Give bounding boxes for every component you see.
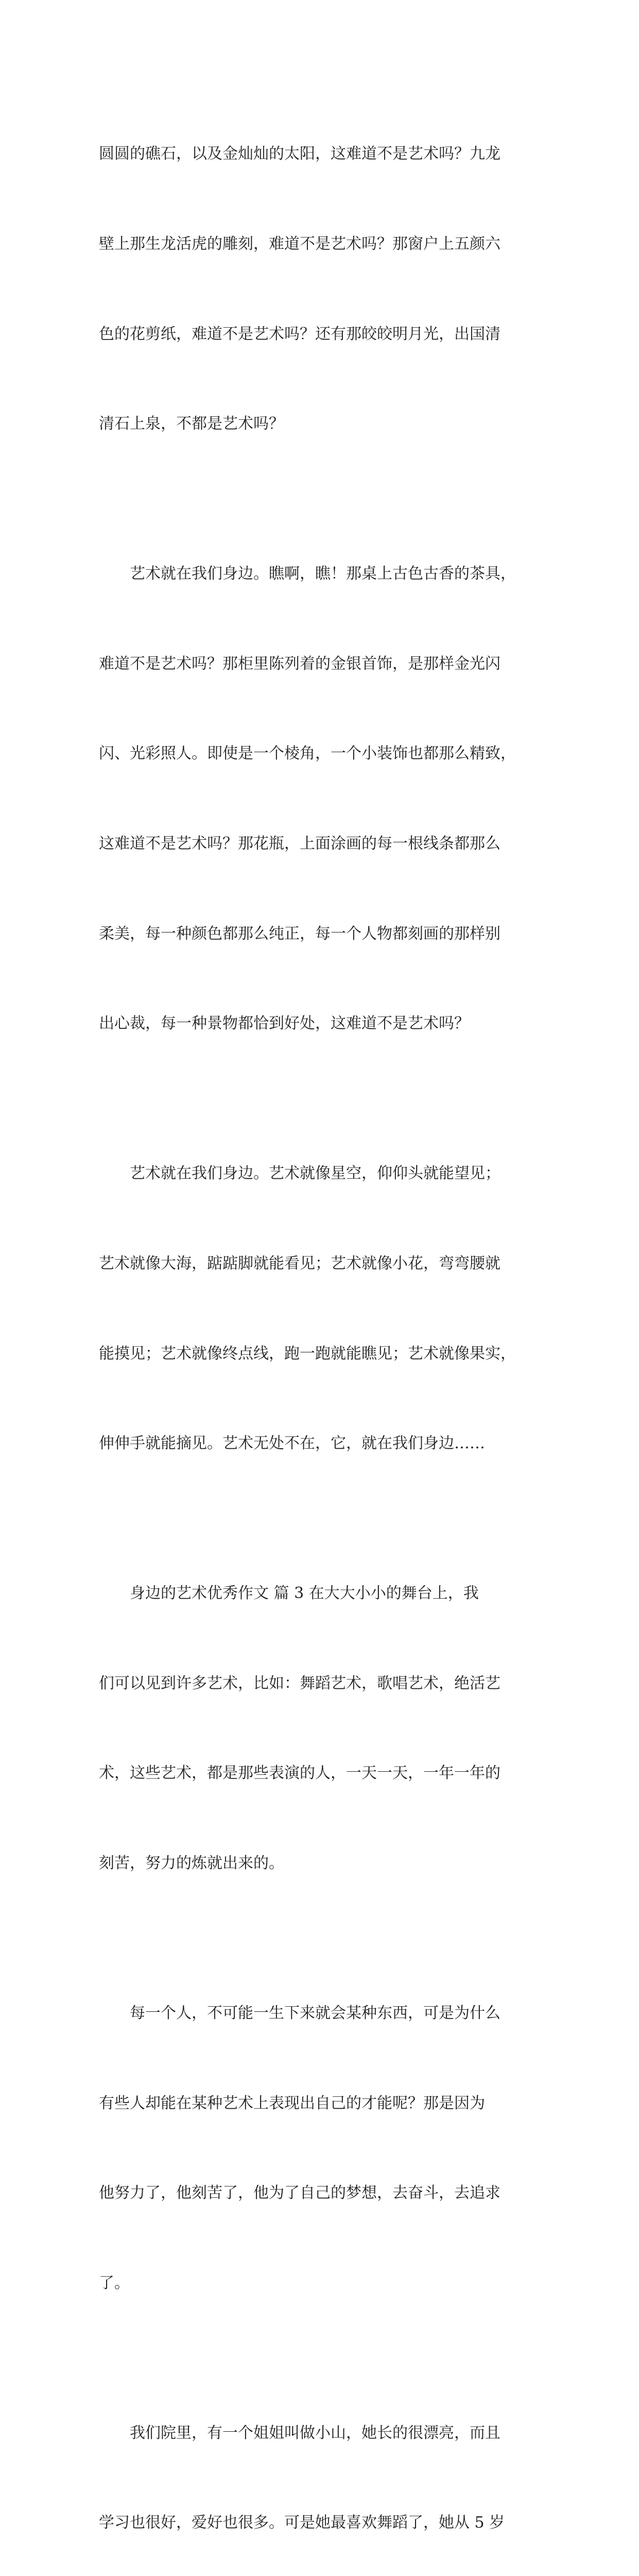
text-line: 刻苦，努力的炼就出来的。 [99, 1854, 284, 1872]
text-line: 能摸见；艺术就像终点线，跑一跑就能瞧见；艺术就像果实， [99, 1344, 516, 1363]
text-line: 艺术就在我们身边。瞧啊，瞧！那桌上古色古香的茶具， [130, 565, 516, 583]
text-line: 色的花剪纸，难道不是艺术吗？还有那皎皎明月光，出国清 [99, 325, 500, 343]
text-line: 伸伸手就能摘见。艺术无处不在，它，就在我们身边…… [99, 1434, 485, 1453]
paragraph-2 [99, 499, 543, 1099]
text-line: 术，这些艺术，都是那些表演的人，一天一天，一年一年的 [99, 1764, 500, 1783]
text-line: 清石上泉，不都是艺术吗？ [99, 415, 284, 433]
text-line: 艺术就在我们身边。艺术就像星空，仰仰头就能望见； [130, 1164, 500, 1183]
text-line: 这难道不是艺术吗？那花瓶，上面涂画的每一根线条都那么 [99, 835, 500, 853]
text-line: 圆圆的礁石，以及金灿灿的太阳，这难道不是艺术吗？九龙 [99, 145, 500, 163]
text-line: 壁上那生龙活虎的雕刻，难道不是艺术吗？那窗户上五颜六 [99, 235, 500, 253]
text-line: 柔美，每一种颜色都那么纯正，每一个人物都刻画的那样别 [99, 924, 500, 943]
paragraph-3 [99, 1099, 543, 1519]
text-line: 难道不是艺术吗？那柜里陈列着的金银首饰，是那样金光闪 [99, 654, 500, 673]
text-line: 学习也很好，爱好也很多。可是她最喜欢舞蹈了，她从 5 岁 [99, 2514, 505, 2532]
text-line: 出心裁，每一种景物都恰到好处，这难道不是艺术吗？ [99, 1014, 470, 1033]
document-page [99, 79, 543, 2576]
text-line: 每一个人，不可能一生下来就会某种东西，可是为什么 [130, 2004, 500, 2022]
text-line: 闪、光彩照人。即使是一个棱角，一个小装饰也都那么精致， [99, 744, 516, 763]
text-line: 们可以见到许多艺术，比如：舞蹈艺术，歌唱艺术，绝活艺 [99, 1674, 500, 1692]
paragraph-5 [99, 1939, 543, 2359]
text-line: 有些人却能在某种艺术上表现出自己的才能呢？那是因为 [99, 2094, 485, 2112]
text-line: 我们院里，有一个姐姐叫做小山，她长的很漂亮，而且 [130, 2424, 500, 2442]
paragraph-6 [99, 2358, 543, 2576]
text-line: 身边的艺术优秀作文 篇 3 在大大小小的舞台上，我 [130, 1584, 479, 1603]
paragraph-1 [99, 79, 543, 499]
text-line: 了。 [99, 2274, 130, 2292]
text-line: 他努力了，他刻苦了，他为了自己的梦想，去奋斗，去追求 [99, 2184, 500, 2202]
paragraph-4 [99, 1519, 543, 1939]
text-line: 艺术就像大海，踮踮脚就能看见；艺术就像小花，弯弯腰就 [99, 1254, 500, 1273]
